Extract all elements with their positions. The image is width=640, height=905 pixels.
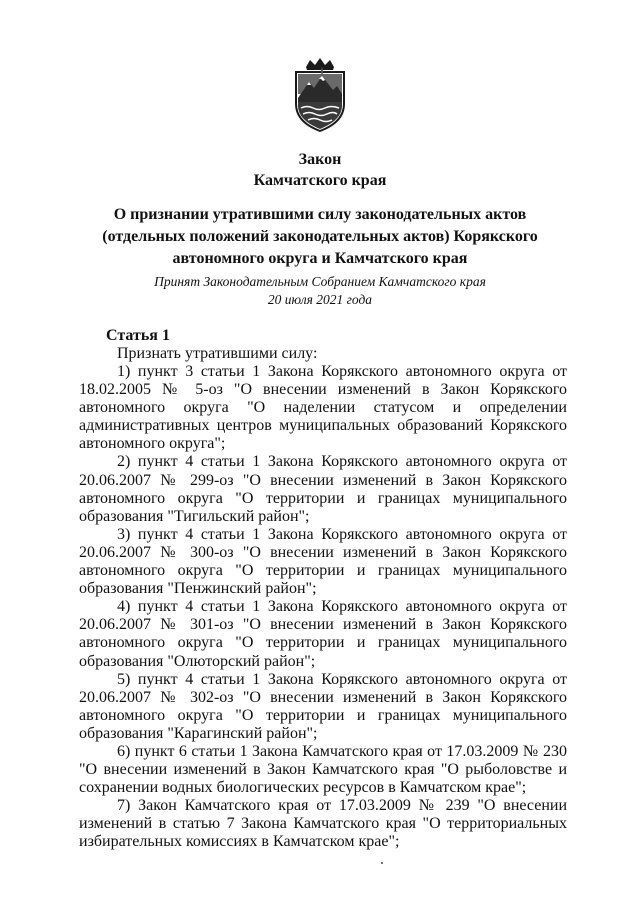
list-item: 1) пункт 3 статьи 1 Закона Корякского автономного округа от 18.02.2005 № 5-оз "О внесении изменений в Закон Корякского автономного округа "О наделении статусом и определении административных центров муниципальных образований Корякского автономного округа"; — [79, 363, 567, 453]
scan-speck — [381, 862, 383, 864]
list-item: 3) пункт 4 статьи 1 Закона Корякского автономного округа от 20.06.2007 № 300-оз "О внесении изменений в Закон Корякского автономного округа "О территории и границах муниципального образования "Пенжинский район"; — [79, 525, 567, 598]
doc-type-title: Закон — [298, 151, 342, 168]
adoption-note — [120, 273, 520, 309]
adoption-body: Принят Законодательным Собранием Камчатского края — [154, 274, 486, 289]
list-item: 7) Закон Камчатского края от 17.03.2009 № 239 "О внесении изменений в статью 7 Закона Камчатского края "О территориальных избирательных комиссиях в Камчатском крае"; — [79, 797, 567, 851]
article-intro: Признать утратившими силу: — [117, 345, 318, 362]
list-item: 2) пункт 4 статьи 1 Закона Корякского автономного округа от 20.06.2007 № 299-оз "О внесении изменений в Закон Корякского автономного округа "О территории и границах муниципального образования "Тигильский район"; — [79, 453, 567, 525]
list-item: 5) пункт 4 статьи 1 Закона Корякского автономного округа от 20.06.2007 № 302-оз "О внесении изменений в Закон Корякского автономного округа "О территории и границах муниципального образования "Карагинский район"; — [79, 670, 567, 742]
article-items-list — [79, 363, 567, 852]
list-item: 4) пункт 4 статьи 1 Закона Корякского автономного округа от 20.06.2007 № 301-оз "О внесении изменений в Закон Корякского автономного округа "О территории и границах муниципального образования "Олюторский район"; — [79, 598, 567, 670]
law-subject-title: О признании утратившими силу законодательных актов (отдельных положений законодательных актов) Корякского автономного округа и Камчатского края — [102, 206, 538, 267]
region-title: Камчатского края — [253, 172, 387, 189]
kamchatka-coat-of-arms-icon — [289, 58, 351, 132]
article-heading: Статья 1 — [106, 327, 170, 344]
list-item: 6) пункт 6 статьи 1 Закона Камчатского края от 17.03.2009 № 230 "О внесении изменений в Закон Камчатского края "О рыболовстве и сохранении водных биологических ресурсов в Камчатском крае"; — [79, 742, 567, 797]
adoption-date: 20 июля 2021 года — [267, 292, 373, 307]
